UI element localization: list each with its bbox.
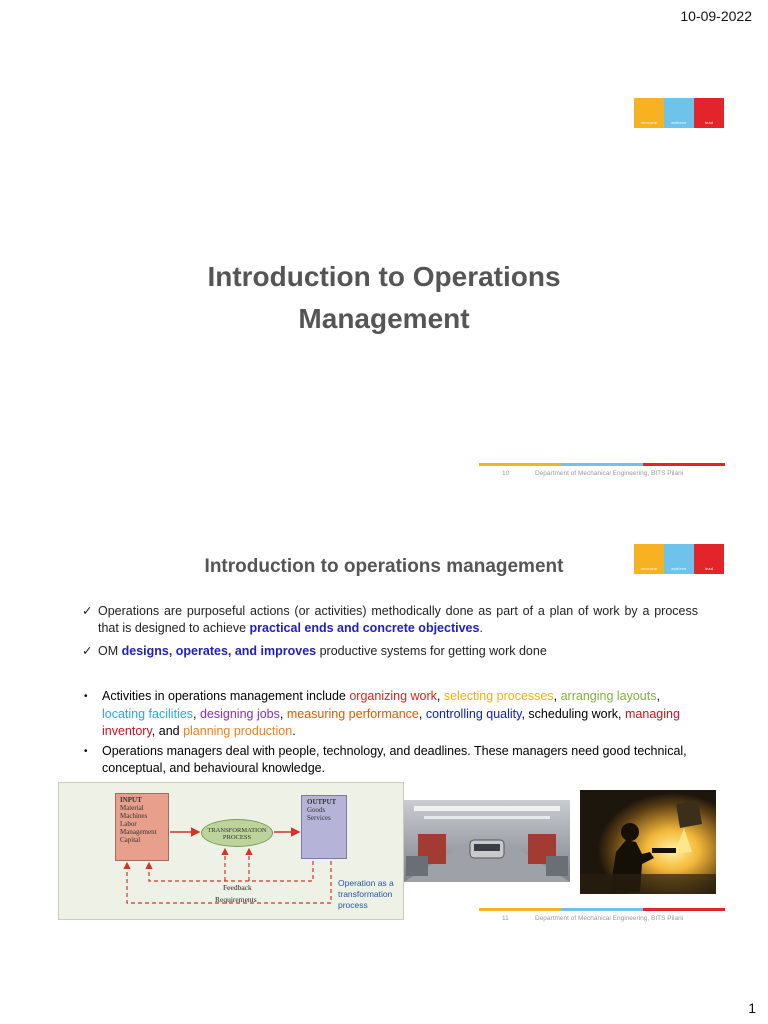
requirements-label: Requirements (215, 895, 257, 904)
output-box: OUTPUT Goods Services (301, 795, 347, 859)
check-list (82, 603, 698, 666)
bullet-item-activities: • Activities in operations management include organizing work, selecting processes, arranging layouts, locating facilities, designing jobs, measuring performance, controlling quality, scheduling work, managing inventory, and planning production. (84, 688, 700, 741)
slide1-title-line1: Introduction to Operations (207, 261, 561, 292)
slide2-footer-number: 11 (502, 915, 509, 922)
page-number: 1 (748, 1000, 756, 1016)
slide1-footer-text: Department of Mechanical Engineering, BITS Pilani (535, 470, 684, 477)
slide1-footer-number: 10 (502, 470, 510, 477)
factory-line-photo (404, 800, 570, 882)
check-icon: ✓ (82, 644, 93, 658)
logo-segment-achieve: achieve (664, 544, 694, 574)
slide2-title: Introduction to operations management (204, 556, 564, 577)
logo-segment-innovate: innovate (634, 98, 664, 128)
bullet-icon: • (84, 745, 88, 757)
diagram-caption: Operation as a transformation process (338, 878, 394, 910)
slide2-footer-bar (479, 908, 725, 911)
check-icon: ✓ (82, 604, 93, 618)
bullet-icon: • (84, 691, 88, 702)
slide1-title-line2: Management (298, 303, 470, 334)
bullet-list (84, 688, 700, 780)
logo-segment-lead: lead (694, 544, 724, 574)
logo-segment-lead: lead (694, 98, 724, 128)
bullet-item-managers: • Operations managers deal with people, technology, and deadlines. These managers need good technical, conceptual, and behavioural knowledge. (84, 743, 700, 778)
input-box: INPUT Material Machines Labor Management Capital (115, 793, 169, 861)
slide1-footer-bar (479, 463, 725, 466)
logo-segment-innovate: innovate (634, 544, 664, 574)
transformation-process-node: TRANSFORMATION PROCESS (201, 819, 273, 847)
check-item: ✓ OM designs, operates, and improves productive systems for getting work done (82, 644, 547, 658)
slide2-footer-text: Department of Mechanical Engineering, BITS Pilani (535, 915, 684, 922)
date-stamp: 10-09-2022 (680, 8, 752, 24)
feedback-label: Feedback (223, 883, 252, 892)
logo-segment-achieve: achieve (664, 98, 694, 128)
bits-logo (634, 98, 724, 128)
check-item: ✓ Operations are purposeful actions (or activities) methodically done as part of a plan of work by a process that is designed to achieve practical ends and concrete objectives. (82, 604, 698, 635)
foundry-worker-photo (580, 790, 716, 894)
slide1-title (0, 256, 768, 340)
